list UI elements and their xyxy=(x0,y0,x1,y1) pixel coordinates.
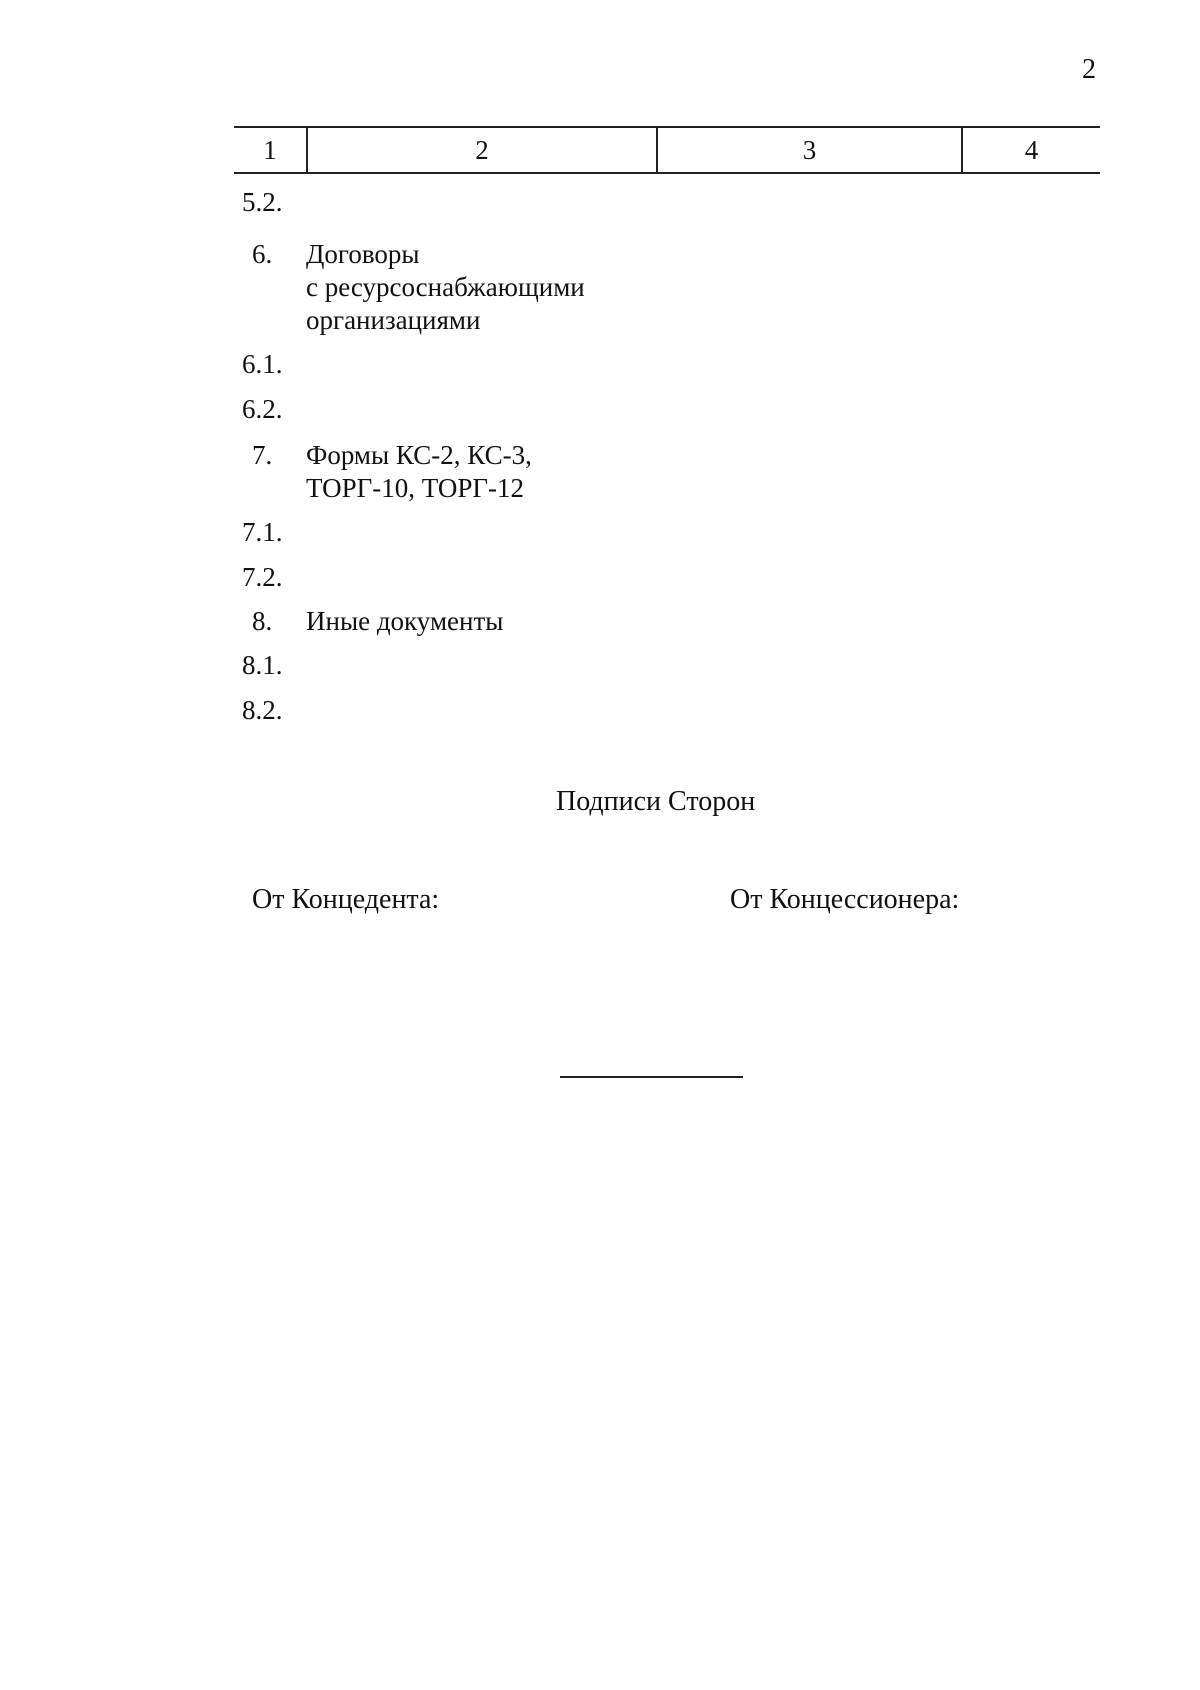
row-text xyxy=(306,561,646,605)
row-number: 7. xyxy=(252,440,273,470)
table-body xyxy=(234,186,1100,739)
row-number: 8.1. xyxy=(242,650,283,680)
table-row xyxy=(234,516,1100,561)
row-number: 6.2. xyxy=(242,394,283,424)
column-header-2: 2 xyxy=(308,128,658,172)
row-text-line: организациями xyxy=(306,305,481,335)
row-text-line: Договоры xyxy=(306,239,420,269)
row-number: 7.1. xyxy=(242,517,283,547)
row-text-line: с ресурсоснабжающими xyxy=(306,272,585,302)
row-text xyxy=(306,605,646,649)
column-header-1: 1 xyxy=(234,128,308,172)
column-header-3: 3 xyxy=(658,128,963,172)
row-text xyxy=(306,186,646,229)
row-number: 8. xyxy=(252,606,273,636)
row-text-line: Иные документы xyxy=(306,606,504,636)
row-number: 7.2. xyxy=(242,562,283,592)
row-number: 8.2. xyxy=(242,695,283,725)
row-text-line: ТОРГ-10, ТОРГ-12 xyxy=(306,473,525,503)
table-row xyxy=(234,561,1100,605)
row-text xyxy=(306,439,646,516)
row-number: 6. xyxy=(252,239,273,269)
row-number: 5.2. xyxy=(242,187,283,217)
page-number: 2 xyxy=(1082,54,1096,85)
table-row xyxy=(234,649,1100,694)
table-row xyxy=(234,348,1100,393)
end-divider xyxy=(560,1076,743,1078)
row-text-line: Формы КС-2, КС-3, xyxy=(306,440,532,470)
table-row xyxy=(234,439,1100,516)
row-text xyxy=(306,649,646,694)
table-row xyxy=(234,694,1100,739)
column-header-4: 4 xyxy=(1024,134,1039,165)
concessionaire-signature-label: От Концессионера: xyxy=(730,884,960,915)
row-text xyxy=(306,238,646,348)
row-number: 6.1. xyxy=(242,349,283,379)
table-row xyxy=(234,238,1100,348)
table-row xyxy=(234,605,1100,649)
table-row xyxy=(234,186,1100,229)
row-text xyxy=(306,393,646,438)
signatures-heading: Подписи Сторон xyxy=(556,786,756,817)
grantor-signature-label: От Концедента: xyxy=(252,884,440,915)
table-row xyxy=(234,393,1100,438)
row-text xyxy=(306,516,646,561)
row-text xyxy=(306,348,646,393)
table-header xyxy=(234,126,1100,174)
row-text xyxy=(306,694,646,739)
